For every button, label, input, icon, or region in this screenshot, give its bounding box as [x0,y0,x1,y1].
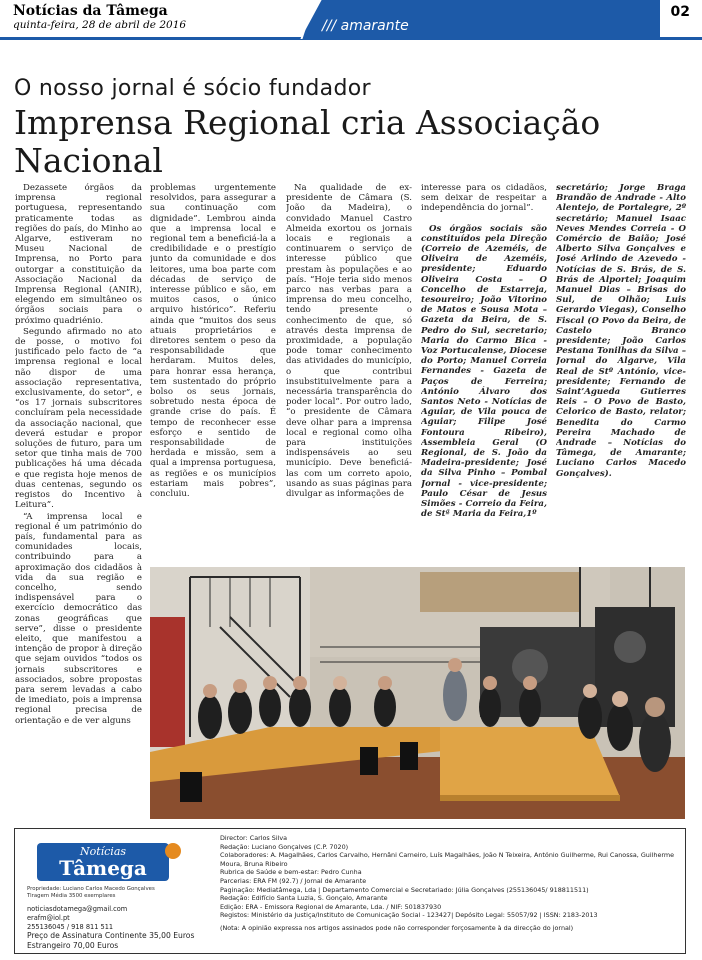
credit-line: Parcerias: ERA FM (92.7) / Jornal de Amarante [220,876,367,885]
masthead-info [13,3,186,31]
noticias-tamega-logo [37,839,187,883]
photo-illustration [150,567,685,819]
credit-line: Edição: ERA - Emissora Regional de Amarante, Lda. / NIF: 501837930 [220,902,442,911]
page-number: 02 [670,4,690,20]
credit-line: Paginação: Mediatâmega, Lda | Departamento Comercial e Secretariado: Júlia Gonçalves (255136045/ 918811511) [220,885,589,894]
article-column-1 [15,183,142,820]
paragraph: “A imprensa local e regional é um património do país, fundamental para as comunidades locais, contribuindo para a aproximação dos cidadãos à vida da sua região e concelho, sendo indispensável para o exercício democrático das zonas geográficas que serve”, disse o presidente eleito, que manifestou a intenção de propor à direção que sejam ouvidos “todos os jornais subscritores e associados, sobre propostas para serem levadas a cabo de imediato, pois a imprensa regional precisa de orientação e de ver alguns [15,511,142,726]
article-kicker: O nosso jornal é sócio fundador [14,76,371,101]
phone: 255136045 / 918 811 511 [27,922,114,931]
section-label [322,18,409,34]
paper-name: Notícias da Tâmega [13,3,168,19]
meeting-photo [150,567,685,819]
foreign-price: Estrangeiro 70,00 Euros [27,940,119,950]
paragraph: Dezassete órgãos da imprensa regional portuguesa, representando praticamente todas as regiões do país, do Minho ao Algarve, estiveram no Museu Nacional de Imprensa, no Porto para outorgar a constituição da Associação Nacional da Imprensa Regional (ANIR), elegendo em simultâneo os órgãos sociais para o próximo quadriénio. [15,183,142,326]
contact-info [27,905,194,950]
logo-main-text: Tâmega [59,856,147,880]
disclaimer-note: (Nota: A opinião expressa nos artigos assinados pode não corresponder forçosamente à da direcção do jornal) [220,923,574,932]
credit-line: Redação: Edifício Santa Luzia, S. Gonçalo, Amarante [220,894,388,903]
article-column-4 [421,183,547,563]
article-column-2 [150,183,276,563]
section-prefix: /// [322,18,337,34]
newspaper-colophon [14,828,686,954]
staff-credits [220,834,680,933]
paragraph: Na qualidade de ex-presidente de Câmara (S. João da Madeira), o convidado Manuel Castro Almeida exortou os jornais locais e regionais a continuarem o serviço de interesse público que prestam às populações e ao país. “Hoje teria sido menos parco nas verbas para a imprensa do meu concelho, tendo presente o conhecimento de que, só através desta imprensa de proximidade, a população pode tomar conhecimento das atividades do município, o que contribui insubstituivelmente para a necessária transparência do poder local”. Por outro lado, “o presidente de Câmara deve olhar para a imprensa local e regional como olha para instituições indispensáveis ao seu município. Deve beneficiá-las com um correto apoio, usando as suas páginas para divulgar as informações de [286,183,412,500]
circulation-line: Tiragem Média 3500 exemplares [27,893,116,899]
article-column-5 [556,183,686,523]
ownership-info [27,886,155,900]
owner-line: Propriedade: Luciano Carlos Macedo Gonçalves [27,886,155,892]
section-name: amarante [340,18,409,34]
email: noticiasdotamega@gmail.com [27,905,128,913]
paragraph: interesse para os cidadãos, sem deixar de respeitar a independência do jornal”. [421,183,547,214]
article-headline: Imprensa Regional cria Associação Nacional [14,103,601,180]
article-column-3 [286,183,412,563]
logo-top-text: Notícias [79,845,127,858]
page-header [0,0,702,40]
paragraph: Segundo afirmado no ato de posse, o motivo foi justificado pelo facto de “a imprensa regional e local não dispor de uma associação representativa, exclusivamente, do setor”, e “os 17 jornais subscritores concluíram pela necessidade da associação nacional, que deverá estudar e propor soluções de futuro, para um setor que tinha mais de 700 publicações há uma década e que regista hoje menos de duas centenas, segundo os registos do Incentivo à Leitura”. [15,326,142,511]
subscription-price: Preço de Assinatura Continente 35,00 Euros [27,931,195,941]
email-secondary: erafm@iol.pt [27,913,70,922]
credit-line: Director: Carlos Silva [220,834,288,842]
credit-line: Colaboradores: A. Magalhães, Carlos Carvalho, Hernâni Carneiro, Luís Magalhães, João N Teixeira, António Guilherme, Rui Canossa, Guilherme Moura, Bruna Ribeiro [220,851,675,868]
governing-bodies-paragraph: Os órgãos sociais são constituídos pela Direção (Correio de Azeméis, de Oliveira de Azeméis, presidente; Eduardo Oliveira Costa – O Concelho de Estarreja, tesoureiro; João Vitorino de Matos e Sousa Mota – Gazeta da Beira, de S. Pedro do Sul, secretario; Maria do Carmo Bica - Voz Portucalense, Diocese do Porto; Manuel Correia Fernandes - Gazeta de Paços de Ferreira; António Álvaro dos Santos Neto - Notícias de Aguiar, de Vila pouca de Aguiar; Filipe José Fontoura Ribeiro), Assembleia Geral (O Regional, de S. João da Madeira-presidente; José da Silva Pinho – Pombal Jornal - vice-presidente; Paulo César de Jesus Simões - Correio da Feira, de Stª Maria da Feira,1º [421,223,547,520]
credit-line: Rubrica de Saúde e bem-estar: Pedro Cunha [220,868,362,877]
credit-line: Registos: Ministério da Justiça/Instituto de Comunicação Social - 123427| Depósito Legal: 55057/92 | ISSN: 2183-2013 [220,911,598,920]
credit-line: Redação: Luciano Gonçalves (C.P. 7020) [220,842,349,851]
issue-date: quinta-feira, 28 de abril de 2016 [13,19,187,31]
paragraph: problemas urgentemente resolvidos, para assegurar a sua continuação com dignidade”. Lembrou ainda que a imprensa local e regional tem a beneficiá-la a credibilidade e o prestígio junto da comunidade e dos leitores, uma boa parte com décadas de serviço de interesse público e são, em muitos casos, o único arquivo histórico”. Referiu ainda que “muitos dos seus atuais proprietários e diretores sentem o peso da responsabilidade que herdaram. Muitos deles, para honrar essa herança, tem sustentado do próprio bolso os seus jornais, sobretudo nesta época de grande crise do país. É tempo de reconhecer esse esforço e sentido de responsabilidade de herdada e missão, sem a qual a imprensa portuguesa, as regiões e os municípios estariam mais pobres”, concluiu. [150,183,276,500]
paragraph: secretário; Jorge Braga Brandão de Andrade - Alto Alentejo, de Portalegre, 2º secretário; Manuel Isaac Neves Mendes Correia - O Comércio de Baião; José Alberto Silva Gonçalves e José Arlindo de Azevedo - Notícias de S. Brás, de S. Brás de Alportel; Joaquim Manuel Dias – Brisas do Sul, de Olhão; Luis Gerardo Viegas), Conselho Fiscal (O Povo da Beira, de Castelo Branco presidente; João Carlos Pestana Tonilhas da Silva – Jornal do Algarve, Vila Real de Stº António, vice-presidente; Fernando de Saint’Agueda Gutierres Reis – O Povo de Basto, Celorico de Basto, relator; Benedita do Carmo Pereira Machado de Andrade – Notícias do Tâmega, de Amarante; Luciano Carlos Macedo Gonçalves). [556,183,686,479]
